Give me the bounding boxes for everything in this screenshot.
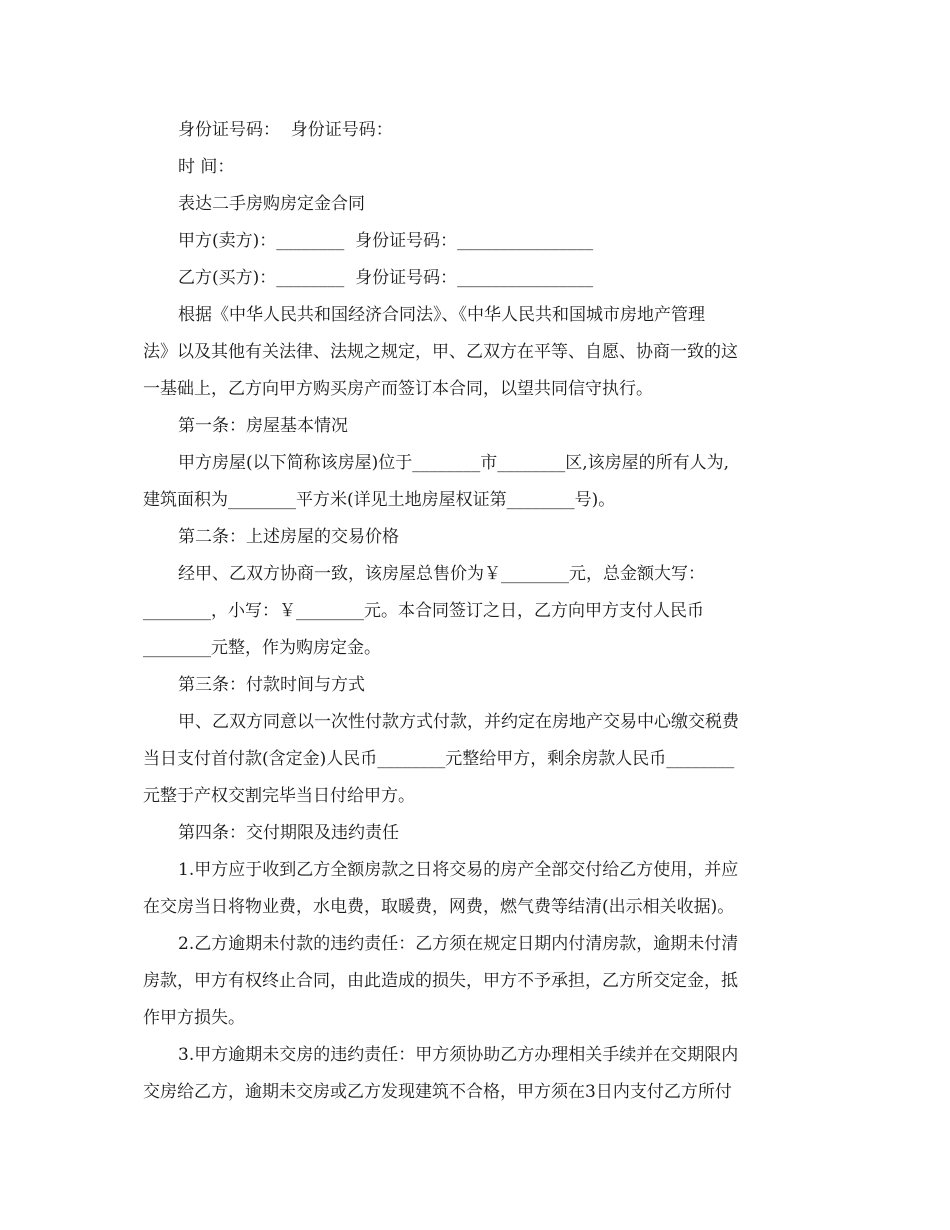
clause-2-line-2: 房款，甲方有权终止合同，由此造成的损失，甲方不予承担，乙方所交定金，抵	[143, 971, 738, 991]
preamble-line-3: 一基础上，乙方向甲方购买房产而签订本合同，以望共同信守执行。	[143, 379, 653, 399]
article-3-heading: 第三条：付款时间与方式	[178, 675, 365, 695]
article-1-line-2: 建筑面积为________平方米(详见土地房屋权证第________号)。	[143, 490, 616, 510]
article-2-line-1: 经甲、乙双方协商一致，该房屋总售价为￥________元，总金额大写：	[178, 564, 705, 584]
article-1-line-1: 甲方房屋(以下简称该房屋)位于________市________区,该房屋的所有人为,	[178, 453, 730, 473]
clause-2-line-3: 作甲方损失。	[143, 1008, 245, 1028]
id-number-labels: 身份证号码： 身份证号码：	[178, 120, 393, 140]
article-1-heading: 第一条：房屋基本情况	[178, 416, 348, 436]
clause-2-line-1: 2.乙方逾期未付款的违约责任：乙方须在规定日期内付清房款，逾期未付清	[178, 934, 739, 954]
clause-1-line-1: 1.甲方应于收到乙方全额房款之日将交易的房产全部交付给乙方使用，并应	[178, 860, 739, 880]
clause-3-line-2: 交房给乙方，逾期未交房或乙方发现建筑不合格，甲方须在3日内支付乙方所付	[143, 1082, 732, 1102]
article-2-line-3: ________元整，作为购房定金。	[143, 638, 381, 658]
article-4-heading: 第四条：交付期限及违约责任	[178, 823, 399, 843]
article-2-heading: 第二条：上述房屋的交易价格	[178, 527, 399, 547]
article-3-line-3: 元整于产权交割完毕当日付给甲方。	[143, 786, 415, 806]
clause-1-line-2: 在交房当日将物业费，水电费，取暖费，网费，燃气费等结清(出示相关收据)。	[143, 897, 735, 917]
contract-title: 表达二手房购房定金合同	[178, 194, 365, 214]
document-body	[143, 112, 795, 1111]
preamble-line-2: 法》以及其他有关法律、法规之规定，甲、乙双方在平等、自愿、协商一致的这	[143, 342, 738, 362]
article-3-line-2: 当日支付首付款(含定金)人民币________元整给甲方，剩余房款人民币________	[143, 749, 735, 769]
article-2-line-2: ________，小写：￥________元。本合同签订之日，乙方向甲方支付人民币	[143, 601, 704, 621]
party-b-line: 乙方(买方)：________ 身份证号码：________________	[178, 268, 594, 288]
clause-3-line-1: 3.甲方逾期未交房的违约责任：甲方须协助乙方办理相关手续并在交期限内	[178, 1045, 739, 1065]
party-a-line: 甲方(卖方)：________ 身份证号码：________________	[178, 231, 594, 251]
article-3-line-1: 甲、乙双方同意以一次性付款方式付款，并约定在房地产交易中心缴交税费	[178, 712, 739, 732]
time-label: 时 间：	[178, 157, 235, 177]
preamble-line-1: 根据《中华人民共和国经济合同法》、《中华人民共和国城市房地产管理	[178, 305, 705, 325]
